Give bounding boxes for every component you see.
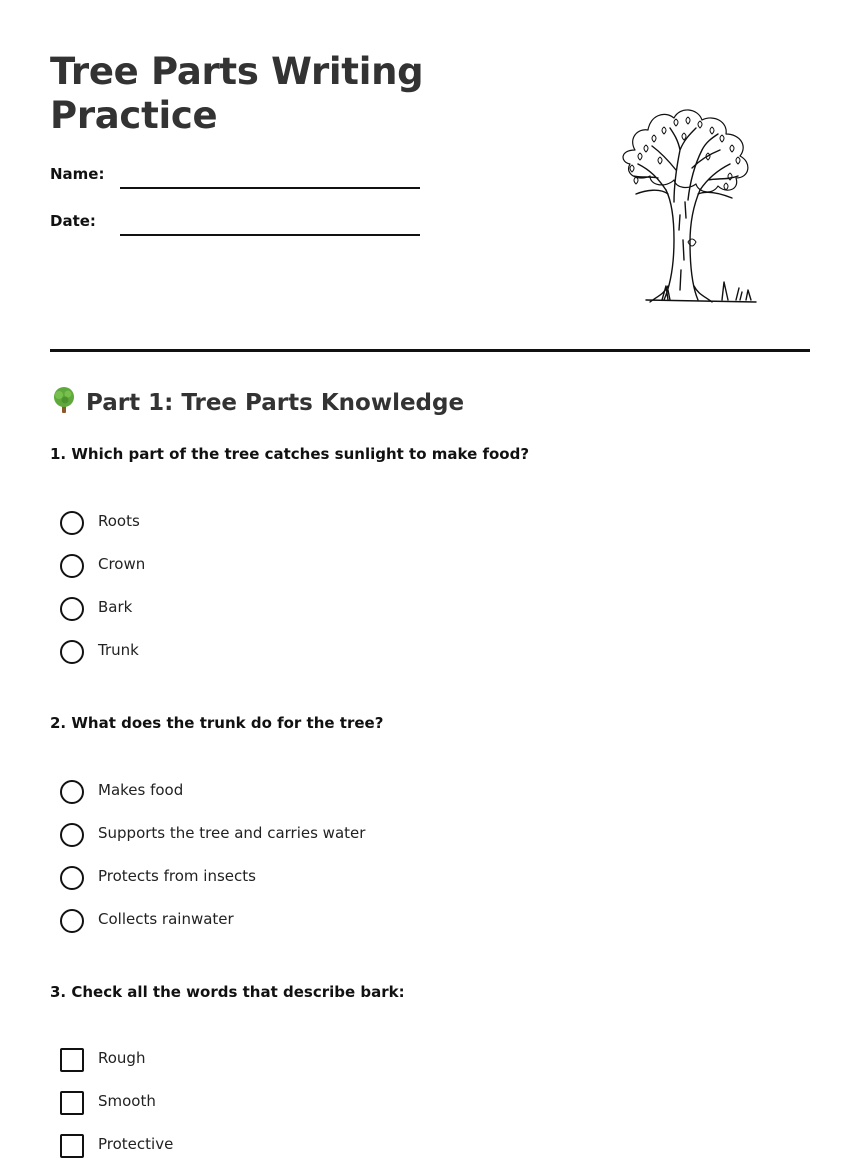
option-label: Smooth (98, 1092, 156, 1110)
date-writing-line[interactable] (120, 234, 420, 236)
option-label: Trunk (98, 641, 139, 659)
option-label: Collects rainwater (98, 910, 234, 928)
radio-button[interactable] (60, 780, 84, 804)
checkbox[interactable] (60, 1091, 84, 1115)
name-writing-line[interactable] (120, 187, 420, 189)
radio-button[interactable] (60, 511, 84, 535)
part1-heading (50, 386, 464, 420)
tree-icon (50, 386, 78, 420)
radio-button[interactable] (60, 597, 84, 621)
radio-button[interactable] (60, 640, 84, 664)
date-label: Date: (50, 212, 96, 230)
option-label: Makes food (98, 781, 184, 799)
option-label: Roots (98, 512, 140, 530)
radio-button[interactable] (60, 909, 84, 933)
option-label: Crown (98, 555, 146, 573)
question-3: 3. Check all the words that describe bark: (50, 983, 405, 1001)
radio-button[interactable] (60, 554, 84, 578)
radio-button[interactable] (60, 823, 84, 847)
checkbox[interactable] (60, 1048, 84, 1072)
option-label: Protects from insects (98, 867, 256, 885)
part1-title: Part 1: Tree Parts Knowledge (86, 390, 465, 416)
header-divider (50, 349, 810, 352)
option-label: Rough (98, 1049, 146, 1067)
option-label: Bark (98, 598, 133, 616)
worksheet-header (50, 50, 810, 350)
worksheet-title: Tree Parts Writing Practice (50, 50, 424, 137)
tree-illustration (580, 90, 770, 305)
name-label: Name: (50, 165, 105, 183)
question-1: 1. Which part of the tree catches sunlight to make food? (50, 445, 530, 463)
option-label: Protective (98, 1135, 174, 1153)
checkbox[interactable] (60, 1134, 84, 1158)
question-2: 2. What does the trunk do for the tree? (50, 714, 384, 732)
option-label: Supports the tree and carries water (98, 824, 366, 842)
radio-button[interactable] (60, 866, 84, 890)
